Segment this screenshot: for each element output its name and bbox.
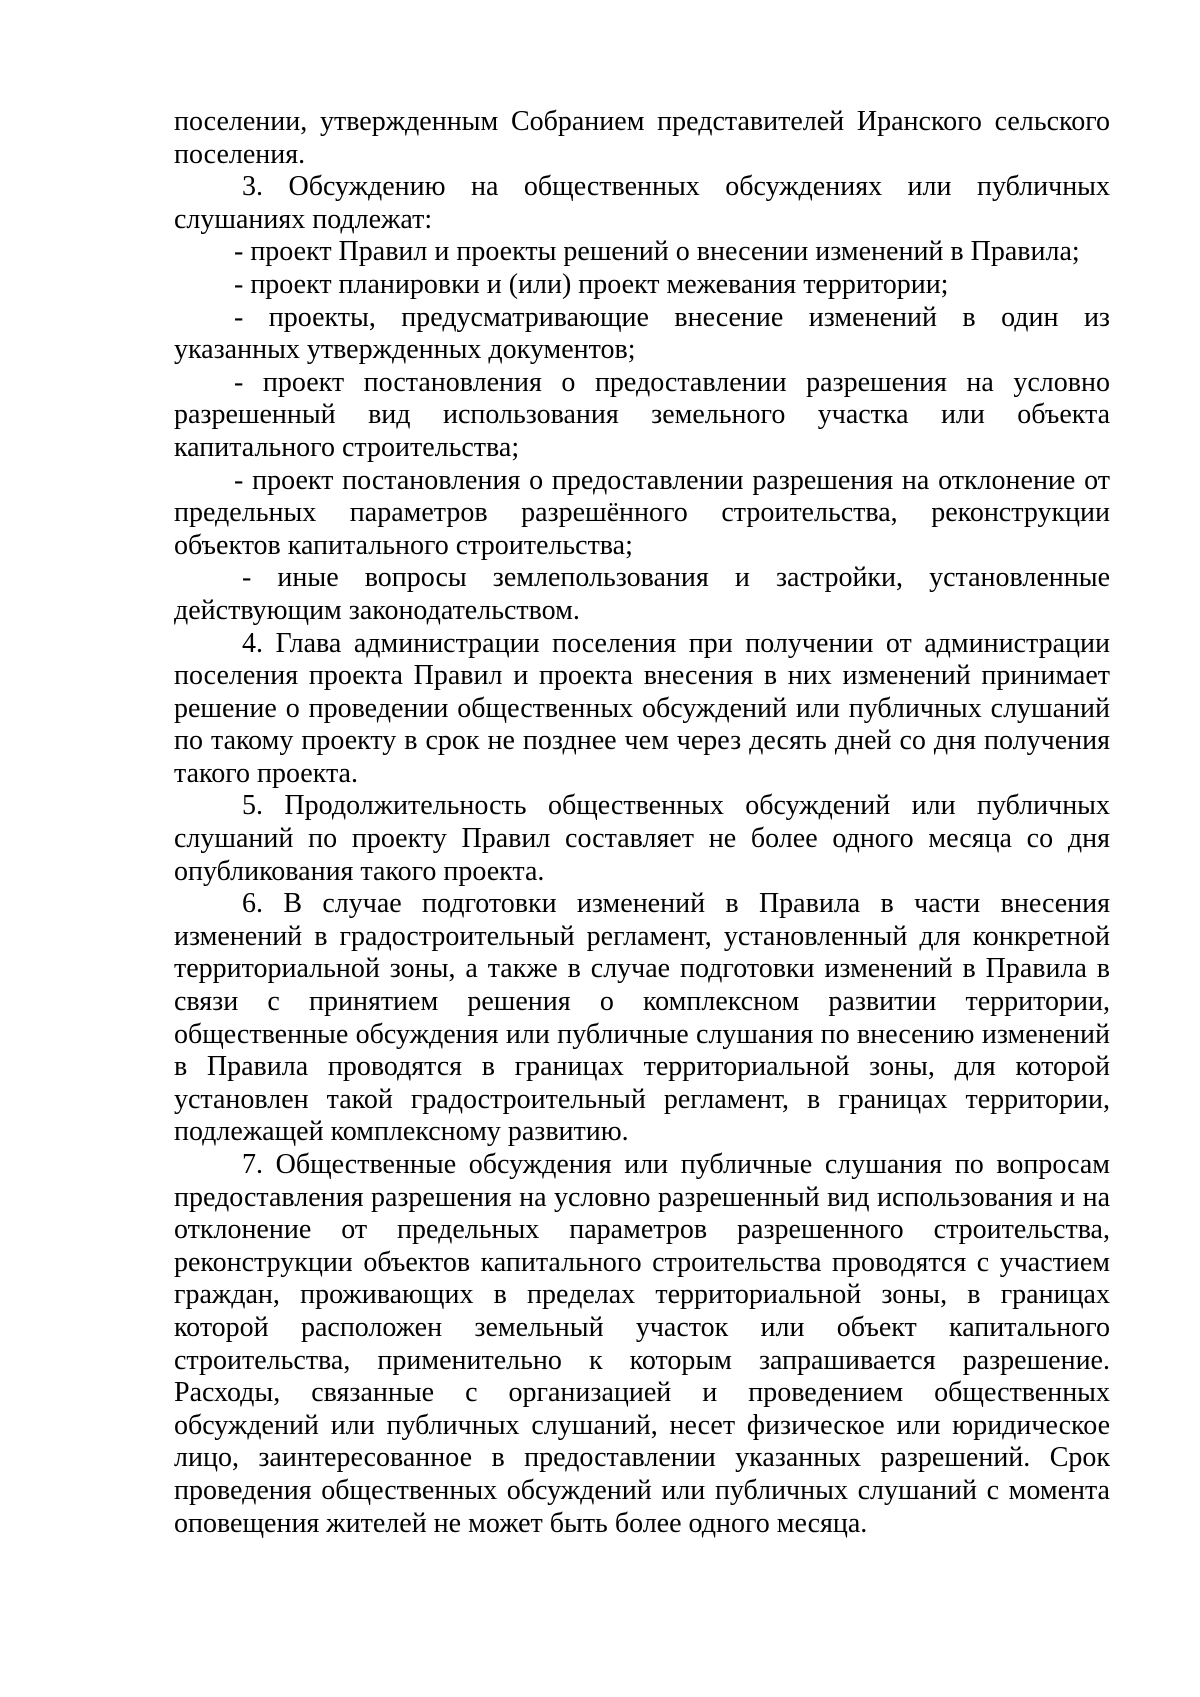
list-item-conditional-use-permit: - проект постановления о предоставлении разрешения на условно разрешенный вид использования земельного участка или объекта капитального строительства; <box>174 366 1110 463</box>
paragraph-item-3: 3. Обсуждению на общественных обсуждениях или публичных слушаниях подлежат: <box>174 171 1110 235</box>
paragraph-item-4: 4. Глава администрации поселения при получении от администрации поселения проекта Правил и проекта внесения в них изменений принимает решение о проведении общественных обсуждений или публичных слушаний по такому проекту в срок не позднее чем через десять дней со дня получения такого проекта. <box>174 627 1110 789</box>
list-item-planning-project: - проект планировки и (или) проект межевания территории; <box>234 268 949 300</box>
paragraph-item-5: 5. Продолжительность общественных обсуждений или публичных слушаний по проекту Правил составляет не более одного месяца со дня опубликования такого проекта. <box>174 790 1110 887</box>
document-page <box>174 106 1110 1540</box>
list-item-deviation-permit: - проект постановления о предоставлении разрешения на отклонение от предельных параметров разрешённого строительства, реконструкции объектов капитального строительства; <box>174 464 1110 561</box>
list-item-rules-project: - проект Правил и проекты решений о внесении изменений в Правила; <box>234 236 1080 268</box>
paragraph-continuation: поселении, утвержденным Собранием представителей Иранского сельского поселения. <box>174 106 1110 170</box>
paragraph-item-6: 6. В случае подготовки изменений в Правила в части внесения изменений в градостроительный регламент, установленный для конкретной территориальной зоны, а также в случае подготовки изменений в Правила в связи с принятием решения о комплексном развитии территории, общественные обсуждения или публичные слушания по внесению изменений в Правила проводятся в границах территориальной зоны, для которой установлен такой градостроительный регламент, в границах территории, подлежащей комплексному развитию. <box>174 888 1110 1148</box>
list-item-amendment-projects: - проекты, предусматривающие внесение изменений в один из указанных утвержденных документов; <box>174 301 1110 366</box>
paragraph-item-7: 7. Общественные обсуждения или публичные слушания по вопросам предоставления разрешения на условно разрешенный вид использования и на отклонение от предельных параметров разрешенного строительства, реконструкции объектов капитального строительства проводятся с участием граждан, проживающих в пределах территориальной зоны, в границах которой расположен земельный участок или объект капитального строительства, применительно к которым запрашивается разрешение. Расходы, связанные с организацией и проведением общественных обсуждений или публичных слушаний, несет физическое или юридическое лицо, заинтересованное в предоставлении указанных разрешений. Срок проведения общественных обсуждений или публичных слушаний с момента оповещения жителей не может быть более одного месяца. <box>174 1149 1110 1539</box>
list-item-other-issues: - иные вопросы землепользования и застройки, установленные действующим законодательством. <box>174 562 1110 626</box>
